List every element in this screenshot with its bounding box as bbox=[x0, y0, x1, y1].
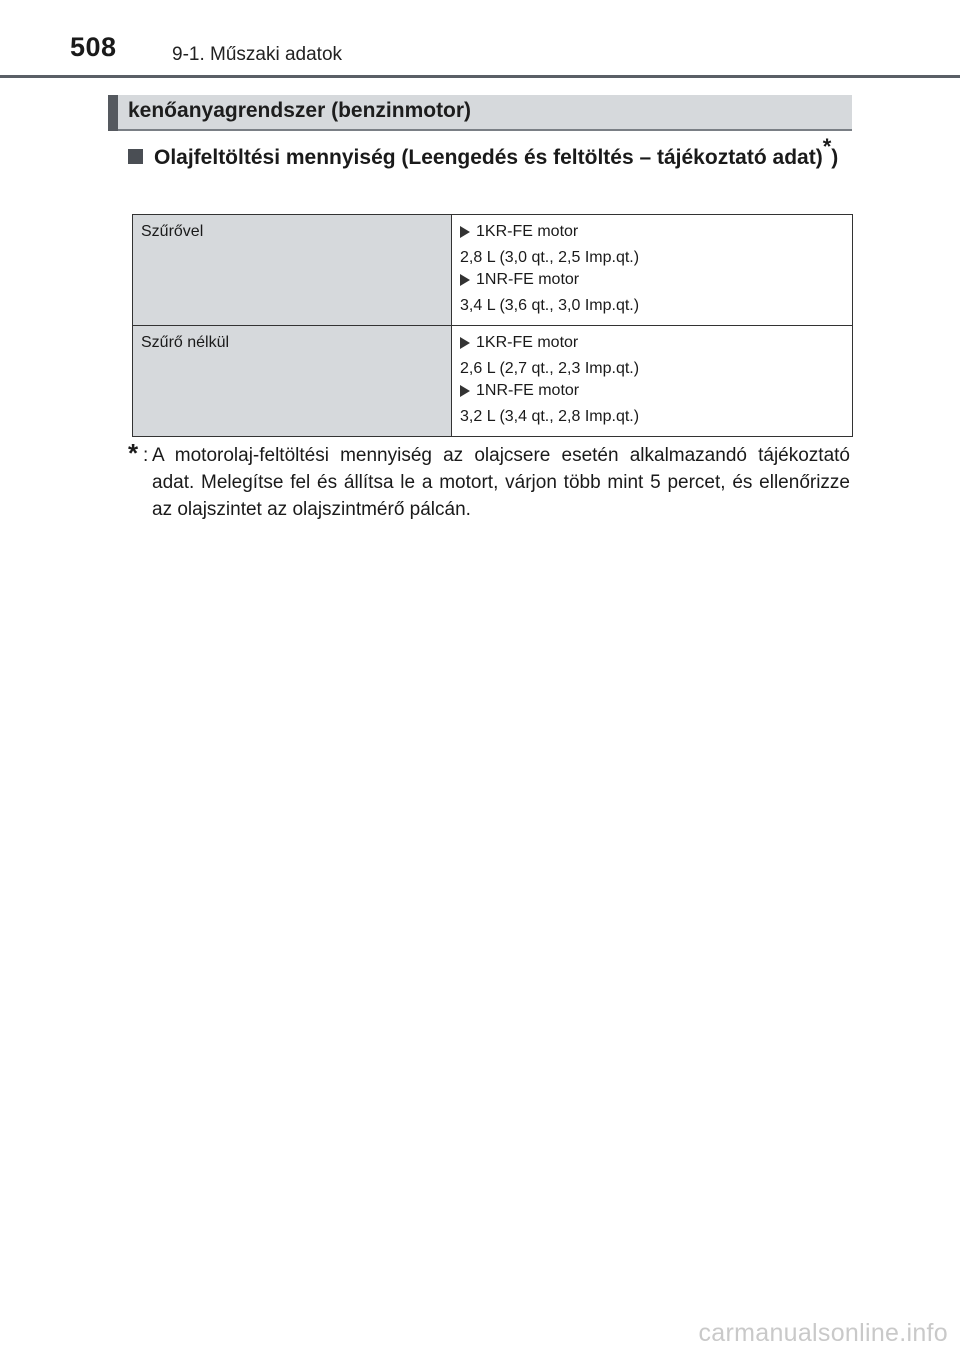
engine-name: 1NR-FE motor bbox=[476, 382, 580, 399]
triangle-bullet-icon bbox=[460, 274, 470, 286]
footnote bbox=[128, 438, 850, 523]
capacity-value: 3,2 L (3,4 qt., 2,8 Imp.qt.) bbox=[460, 408, 640, 425]
subheading-close: ) bbox=[831, 146, 839, 169]
section-heading-bar bbox=[108, 95, 852, 131]
header-divider bbox=[0, 75, 960, 78]
footnote-text: A motorolaj-feltöltési mennyiség az olajcsere esetén alkalmazandó tájékoztató adat. Melegítse fel és állítsa le a motort, várjon több mint 5 percet, és ellenőrizze az olajszintet az olajszintmérő pálcán. bbox=[152, 445, 850, 520]
watermark: carmanualsonline.info bbox=[698, 1319, 948, 1347]
section-accent bbox=[108, 95, 118, 131]
subheading-text-block bbox=[154, 134, 848, 173]
triangle-bullet-icon bbox=[460, 385, 470, 397]
section-title: kenőanyagrendszer (benzinmotor) bbox=[128, 99, 472, 122]
engine-name: 1NR-FE motor bbox=[476, 271, 580, 288]
engine-line bbox=[460, 221, 846, 243]
table-row bbox=[133, 326, 853, 437]
footnote-colon: : bbox=[143, 445, 149, 466]
subheading-text: Olajfeltöltési mennyiség (Leengedés és feltöltés – tájékoztató adat) bbox=[154, 146, 823, 169]
row-label: Szűrő nélkül bbox=[133, 326, 452, 437]
page-number: 508 bbox=[70, 32, 117, 62]
table-row bbox=[133, 215, 853, 326]
square-bullet-icon bbox=[128, 149, 143, 164]
engine-name: 1KR-FE motor bbox=[476, 223, 579, 240]
footnote-marker: * bbox=[128, 438, 139, 468]
footnote-ref: * bbox=[822, 134, 832, 159]
oil-capacity-table bbox=[132, 214, 853, 437]
capacity-value: 3,4 L (3,6 qt., 3,0 Imp.qt.) bbox=[460, 297, 640, 314]
chapter-title: 9-1. Műszaki adatok bbox=[172, 44, 343, 65]
engine-name: 1KR-FE motor bbox=[476, 334, 579, 351]
triangle-bullet-icon bbox=[460, 226, 470, 238]
engine-line bbox=[460, 269, 846, 291]
capacity-value: 2,8 L (3,0 qt., 2,5 Imp.qt.) bbox=[460, 249, 640, 266]
triangle-bullet-icon bbox=[460, 337, 470, 349]
subheading bbox=[128, 134, 848, 173]
row-values bbox=[452, 326, 853, 437]
engine-line bbox=[460, 332, 846, 354]
capacity-value: 2,6 L (2,7 qt., 2,3 Imp.qt.) bbox=[460, 360, 640, 377]
row-values bbox=[452, 215, 853, 326]
engine-line bbox=[460, 380, 846, 402]
page-header bbox=[0, 0, 960, 80]
row-label: Szűrővel bbox=[133, 215, 452, 326]
